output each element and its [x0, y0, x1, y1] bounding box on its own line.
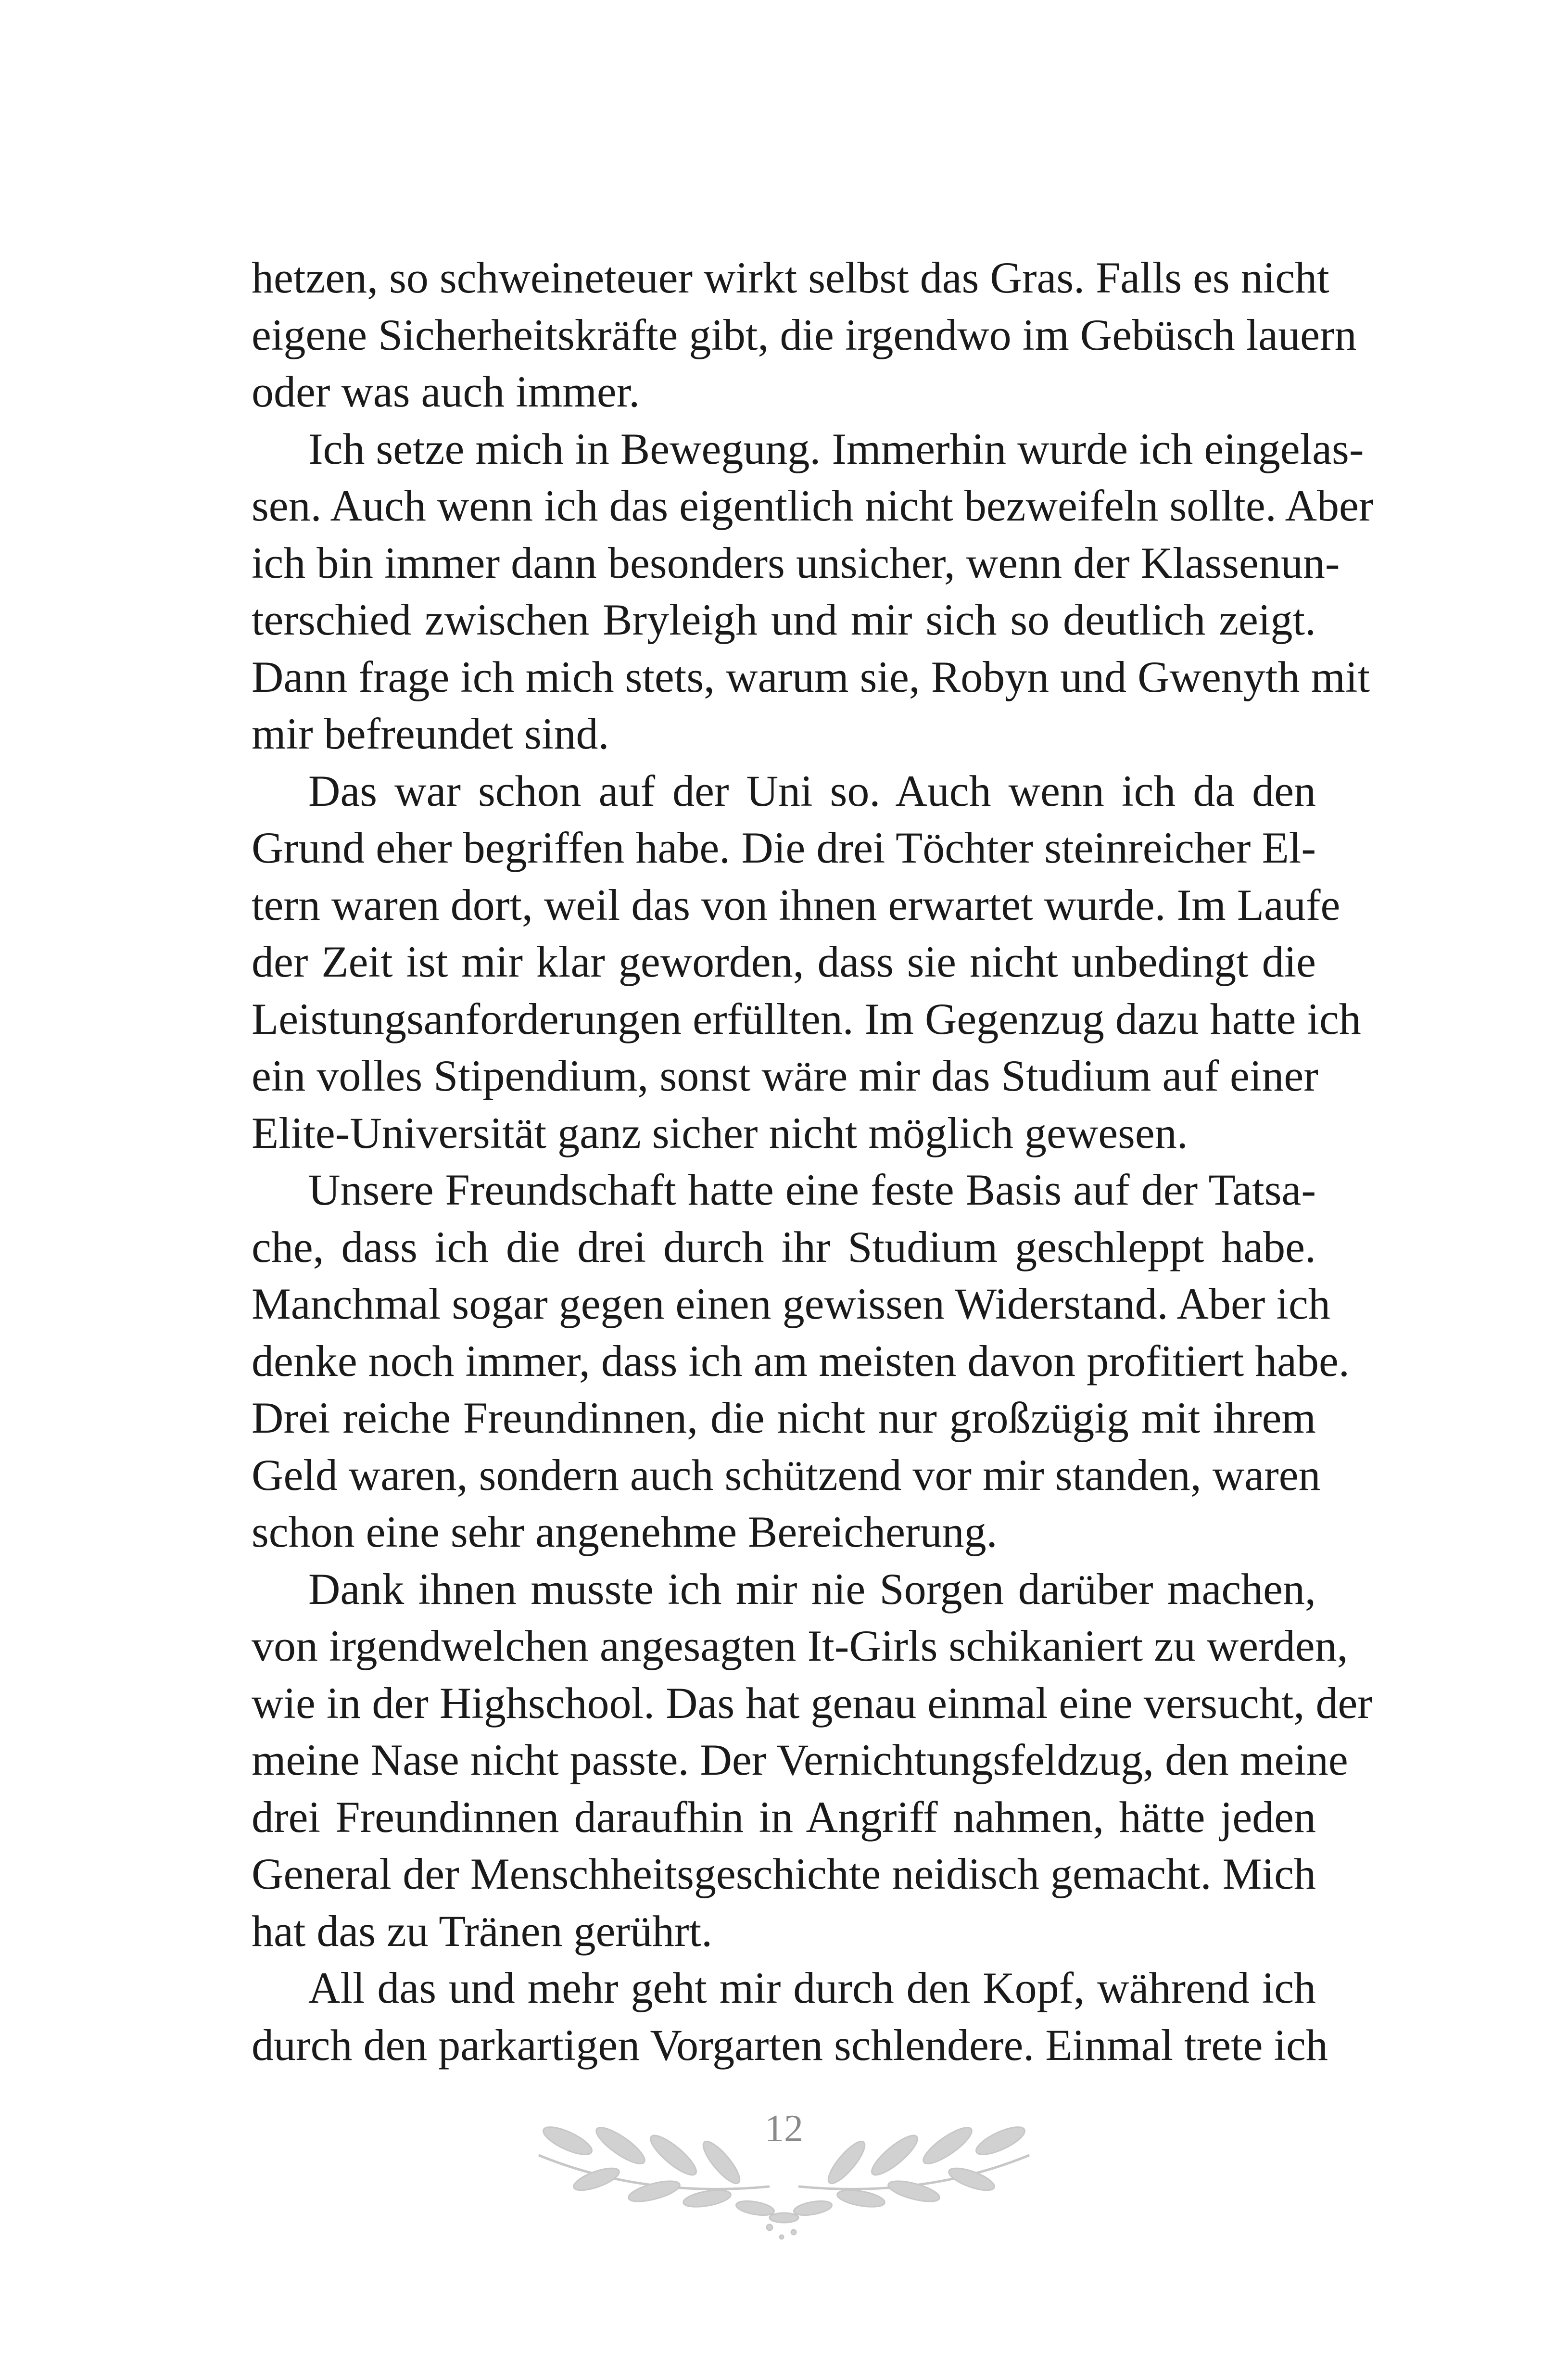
- text-line: Drei reiche Freundinnen, die nicht nur großzügig mit ihrem: [252, 1393, 1316, 1442]
- text-line: tern waren dort, weil das von ihnen erwartet wurde. Im Laufe: [252, 880, 1340, 929]
- text-line: sen. Auch wenn ich das eigentlich nicht bezweifeln sollte. Aber: [252, 481, 1374, 530]
- text-line: schon eine sehr angenehme Bereicherung.: [252, 1507, 998, 1556]
- text-line: Geld waren, sondern auch schützend vor mir standen, waren: [252, 1450, 1321, 1500]
- text-line: Grund eher begriffen habe. Die drei Töchter steinreicher El-: [252, 823, 1316, 872]
- text-line: Dann frage ich mich stets, warum sie, Robyn und Gwenyth mit: [252, 652, 1370, 701]
- text-line: eigene Sicherheitskräfte gibt, die irgendwo im Gebüsch lauern: [252, 310, 1357, 359]
- text-line: ein volles Stipendium, sonst wäre mir das Studium auf einer: [252, 1051, 1318, 1100]
- text-line: Dank ihnen musste ich mir nie Sorgen darüber machen,: [308, 1564, 1316, 1614]
- text-line: Ich setze mich in Bewegung. Immerhin wurde ich eingelas-: [308, 424, 1364, 473]
- text-line: All das und mehr geht mir durch den Kopf, während ich: [308, 1963, 1316, 2012]
- text-line: Manchmal sogar gegen einen gewissen Widerstand. Aber ich: [252, 1279, 1330, 1328]
- text-line: General der Menschheitsgeschichte neidisch gemacht. Mich: [252, 1849, 1316, 1898]
- body-text: [252, 249, 1374, 2073]
- text-line: von irgendwelchen angesagten It-Girls schikaniert zu werden,: [252, 1621, 1348, 1670]
- text-line: durch den parkartigen Vorgarten schlendere. Einmal trete ich: [252, 2020, 1328, 2070]
- text-line: terschied zwischen Bryleigh und mir sich so deutlich zeigt.: [252, 595, 1316, 644]
- text-line: ich bin immer dann besonders unsicher, wenn der Klassenun-: [252, 538, 1340, 587]
- text-line: meine Nase nicht passte. Der Vernichtungsfeldzug, den meine: [252, 1735, 1348, 1784]
- text-line: Leistungsanforderungen erfüllten. Im Gegenzug dazu hatte ich: [252, 994, 1361, 1043]
- text-line: wie in der Highschool. Das hat genau einmal eine versucht, der: [252, 1678, 1372, 1728]
- text-line: denke noch immer, dass ich am meisten davon profitiert habe.: [252, 1336, 1350, 1385]
- text-line: hetzen, so schweineteuer wirkt selbst das Gras. Falls es nicht: [252, 253, 1329, 302]
- text-line: Elite-Universität ganz sicher nicht möglich gewesen.: [252, 1108, 1188, 1157]
- text-line: mir befreundet sind.: [252, 709, 609, 758]
- text-line: oder was auch immer.: [252, 367, 640, 416]
- text-line: hat das zu Tränen gerührt.: [252, 1906, 713, 1956]
- page-number: 12: [765, 2108, 803, 2150]
- text-line: der Zeit ist mir klar geworden, dass sie nicht unbedingt die: [252, 937, 1316, 986]
- text-line: drei Freundinnen daraufhin in Angriff nahmen, hätte jeden: [252, 1792, 1316, 1842]
- text-line: Das war schon auf der Uni so. Auch wenn ich da den: [308, 766, 1316, 815]
- text-line: che, dass ich die drei durch ihr Studium geschleppt habe.: [252, 1222, 1316, 1271]
- text-line: Unsere Freundschaft hatte eine feste Basis auf der Tatsa-: [308, 1165, 1316, 1214]
